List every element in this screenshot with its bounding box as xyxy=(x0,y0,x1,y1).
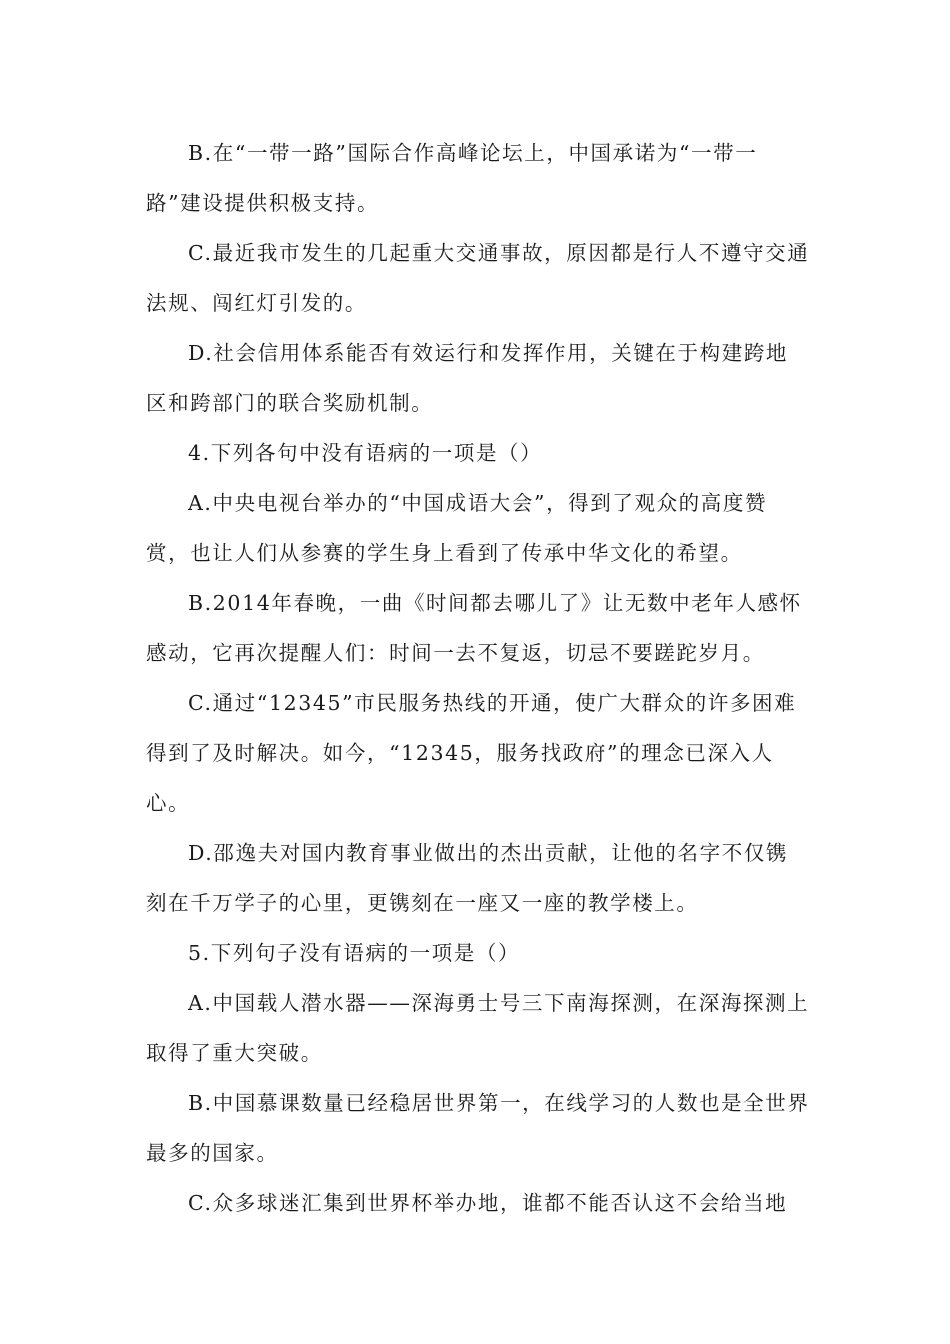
option-5b-text: B.中国慕课数量已经稳居世界第一，在线学习的人数也是全世界最多的国家。 xyxy=(146,1091,810,1165)
option-4a-text: A.中央电视台举办的“中国成语大会”，得到了观众的高度赞赏，也让人们从参赛的学生身上看到了传承中华文化的希望。 xyxy=(146,491,768,565)
option-4d-text: D.邵逸夫对国内教育事业做出的杰出贡献，让他的名字不仅镌刻在千万学子的心里，更镌刻在一座又一座的教学楼上。 xyxy=(146,841,789,915)
option-3b-text: B.在“一带一路”国际合作高峰论坛上，中国承诺为“一带一路”建设提供积极支持。 xyxy=(146,141,758,215)
option-3d-text: D.社会信用体系能否有效运行和发挥作用，关键在于构建跨地区和跨部门的联合奖励机制。 xyxy=(146,341,789,415)
option-3c-text: C.最近我市发生的几起重大交通事故，原因都是行人不遵守交通法规、闯红灯引发的。 xyxy=(146,241,810,315)
option-5c-text: C.众多球迷汇集到世界杯举办地，谁都不能否认这不会给当地 xyxy=(188,1191,788,1215)
option-4c-text: C.通过“12345”市民服务热线的开通，使广大群众的许多困难得到了及时解决。如今，“12345，服务找政府”的理念已深入人心。 xyxy=(146,691,797,815)
option-4b-text: B.2014年春晚，一曲《时间都去哪儿了》让无数中老年人感怀感动，它再次提醒人们：时间一去不复返，切忌不要蹉跎岁月。 xyxy=(146,591,802,665)
option-5a-text: A.中国载人潜水器——深海勇士号三下南海探测，在深海探测上取得了重大突破。 xyxy=(146,991,810,1065)
question-5-stem: 5.下列句子没有语病的一项是（） xyxy=(188,941,521,965)
question-4-stem: 4.下列各句中没有语病的一项是（） xyxy=(188,441,543,465)
